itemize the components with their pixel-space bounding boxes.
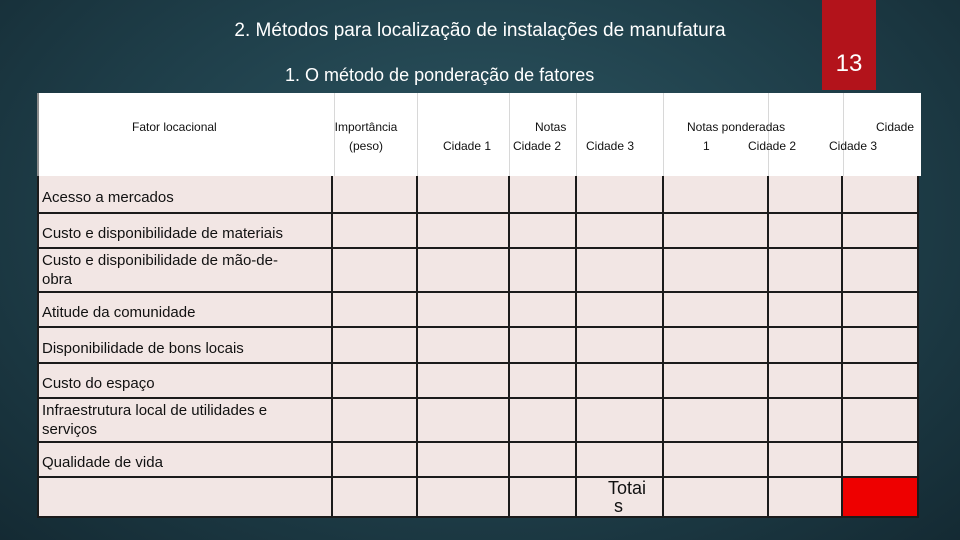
table-cell xyxy=(769,399,843,443)
table-cell xyxy=(418,176,510,214)
factor-label-line: Qualidade de vida xyxy=(42,454,163,471)
totals-label-line: s xyxy=(614,496,623,516)
table-cell xyxy=(577,443,664,478)
factor-table xyxy=(37,176,919,518)
header-pond-cidade: Cidade xyxy=(876,120,915,134)
table-cell xyxy=(510,364,577,399)
table-cell xyxy=(769,214,843,249)
table-cell xyxy=(37,478,333,518)
table-cell xyxy=(664,478,769,518)
table-cell xyxy=(577,328,664,364)
table-cell xyxy=(769,176,843,214)
page-number: 13 xyxy=(835,50,863,77)
table-cell xyxy=(418,249,510,293)
factor-label-line: serviços xyxy=(42,421,98,438)
header-peso: (peso) xyxy=(348,139,383,153)
table-row-factor xyxy=(37,176,333,214)
factor-label xyxy=(42,401,267,439)
factor-label-line: Infraestrutura local de utilidades e xyxy=(42,402,268,419)
header-notas-ponderadas: Notas ponderadas xyxy=(687,120,786,134)
table-cell xyxy=(510,443,577,478)
table-row-factor xyxy=(37,293,333,328)
table-row-factor xyxy=(37,399,333,443)
page-number-badge xyxy=(822,0,876,90)
table-cell xyxy=(664,249,769,293)
table-cell xyxy=(769,443,843,478)
table-cell xyxy=(510,293,577,328)
table-cell xyxy=(769,293,843,328)
header-pond-1: 1 xyxy=(703,139,710,153)
table-cell xyxy=(577,214,664,249)
header-cidade-3: Cidade 3 xyxy=(586,139,635,153)
header-divider xyxy=(417,93,418,176)
table-cell xyxy=(418,328,510,364)
table-cell xyxy=(769,328,843,364)
table-cell xyxy=(769,478,843,518)
factor-label xyxy=(42,374,155,393)
factor-label-line: Disponibilidade de bons locais xyxy=(42,339,244,357)
table-cell xyxy=(664,364,769,399)
table-cell xyxy=(577,293,664,328)
totals-label-line: Totai xyxy=(608,478,647,498)
header-divider xyxy=(509,93,510,176)
table-cell xyxy=(418,399,510,443)
factor-label-line: Custo e disponibilidade de materiais xyxy=(42,225,283,242)
table-row-factor xyxy=(37,214,333,249)
header-importancia: Importância xyxy=(334,120,398,134)
factor-label-line: Custo e disponibilidade de mão-de- xyxy=(42,252,278,269)
table-cell xyxy=(418,364,510,399)
table-cell xyxy=(333,214,418,249)
table-cell xyxy=(333,176,418,214)
table-cell xyxy=(664,328,769,364)
factor-label xyxy=(42,188,174,207)
header-cidade-1: Cidade 1 xyxy=(443,139,492,153)
table-cell xyxy=(510,478,577,518)
factor-label-line: obra xyxy=(42,271,73,288)
table-cell xyxy=(333,443,418,478)
table-cell xyxy=(843,443,919,478)
table-cell xyxy=(577,364,664,399)
header-cidade-2: Cidade 2 xyxy=(513,139,562,153)
table-cell xyxy=(577,249,664,293)
table-cell xyxy=(664,214,769,249)
table-cell xyxy=(333,364,418,399)
table-cell xyxy=(843,249,919,293)
table-cell xyxy=(843,214,919,249)
table-cell xyxy=(333,293,418,328)
table-cell xyxy=(843,176,919,214)
table-cell xyxy=(843,293,919,328)
factor-label xyxy=(42,339,244,358)
table-header xyxy=(37,93,921,176)
table-row-factor xyxy=(37,249,333,293)
table-cell xyxy=(510,249,577,293)
table-cell xyxy=(418,293,510,328)
table-cell xyxy=(510,328,577,364)
header-divider xyxy=(663,93,664,176)
table-cell xyxy=(769,364,843,399)
header-pond-cidade-3: Cidade 3 xyxy=(829,139,878,153)
header-fator-locacional: Fator locacional xyxy=(132,120,217,134)
table-cell xyxy=(664,443,769,478)
table-cell xyxy=(333,249,418,293)
table-cell xyxy=(577,399,664,443)
table-cell xyxy=(843,478,919,518)
slide-title: 2. Métodos para localização de instalações de manufatura xyxy=(234,20,726,41)
header-notas: Notas xyxy=(535,120,567,134)
factor-label xyxy=(42,251,278,289)
table-cell xyxy=(843,399,919,443)
factor-label-line: Atitude da comunidade xyxy=(42,304,196,321)
factor-label xyxy=(42,453,163,472)
table-cell xyxy=(510,176,577,214)
table-cell xyxy=(769,249,843,293)
table-row-factor xyxy=(37,364,333,399)
table-cell xyxy=(510,399,577,443)
table-cell xyxy=(577,176,664,214)
table-cell xyxy=(333,328,418,364)
table-cell xyxy=(664,293,769,328)
table-cell xyxy=(843,364,919,399)
table-row-factor xyxy=(37,328,333,364)
table-cell xyxy=(333,399,418,443)
table-cell xyxy=(664,399,769,443)
header-divider xyxy=(576,93,577,176)
table-cell xyxy=(333,478,418,518)
table-row-factor xyxy=(37,443,333,478)
header-divider xyxy=(843,93,844,176)
table-cell xyxy=(418,443,510,478)
header-pond-cidade-2: Cidade 2 xyxy=(748,139,797,153)
table-cell xyxy=(418,478,510,518)
table-cell xyxy=(418,214,510,249)
factor-label-line: Acesso a mercados xyxy=(42,188,174,206)
factor-label xyxy=(42,303,195,322)
totals-label xyxy=(608,479,646,515)
table-cell xyxy=(664,176,769,214)
table-cell xyxy=(843,328,919,364)
table-cell xyxy=(510,214,577,249)
factor-label xyxy=(42,224,283,243)
factor-label-line: Custo do espaço xyxy=(42,375,155,392)
slide-subtitle: 1. O método de ponderação de fatores xyxy=(285,65,595,85)
